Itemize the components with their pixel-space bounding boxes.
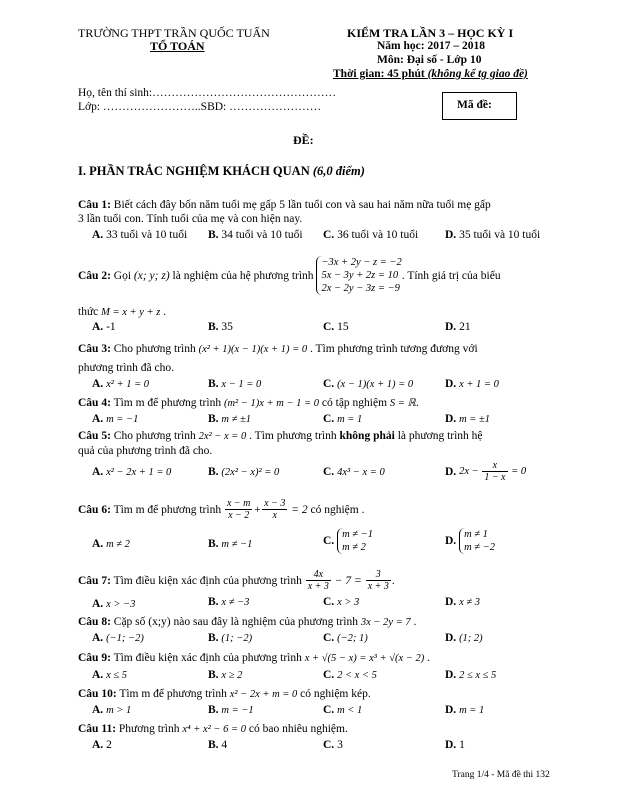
q3-option-d[interactable] — [445, 378, 499, 390]
option-text: 34 tuổi và 10 tuổi — [218, 229, 303, 241]
exam-code-box — [442, 92, 517, 120]
option-letter: B. — [208, 321, 219, 333]
de-title: ĐỀ: — [293, 133, 314, 147]
question-text: Tìm m để phương trình — [110, 503, 224, 516]
option-letter: A. — [92, 229, 104, 241]
q1-option-c[interactable] — [323, 229, 418, 241]
math-expression: 3x − 2y = 7 — [360, 617, 411, 628]
option-text: m = 1 — [459, 705, 485, 716]
math-expression: x⁴ + x² − 6 = 0 — [182, 724, 246, 735]
option-text: x > 3 — [337, 597, 360, 608]
option-letter: D. — [445, 739, 457, 751]
question-text: Biết cách đây bốn năm tuổi mẹ gấp 5 lần tuổi con và sau hai năm nữa tuổi mẹ gấp — [110, 199, 491, 211]
question-text: . Tìm phương trình — [246, 430, 340, 442]
option-text: m = ±1 — [459, 414, 490, 425]
emphasis-text: không phải — [339, 430, 395, 442]
question-3 — [78, 343, 478, 355]
fraction-denominator: x + 3 — [307, 581, 329, 592]
question-3-line2: phương trình đã cho. — [78, 362, 174, 374]
question-text: có bao nhiêu nghiệm. — [245, 723, 348, 735]
option-text: m = −1 — [221, 705, 254, 716]
option-text: x ≤ 5 — [106, 670, 127, 681]
fraction-numerator: 3 — [366, 569, 391, 581]
math-expression: (x² + 1)(x − 1)(x + 1) = 0 — [198, 344, 308, 355]
q3-option-c[interactable] — [323, 378, 413, 390]
option-letter: C. — [323, 229, 335, 241]
math-expression: (m² − 1)x + m − 1 = 0 — [223, 398, 320, 409]
exam-time — [333, 68, 528, 80]
school-name: TRƯỜNG THPT TRẦN QUỐC TUẤN — [78, 26, 270, 40]
math-expression: = 2 — [288, 503, 308, 516]
q1-option-b[interactable] — [208, 229, 303, 241]
math-expression: S = ℝ — [389, 398, 416, 409]
question-6: Câu 6: Tìm m để phương trình $\frac{x - m}{x - 2}$ + $\frac{x - 3}{x}$ = 2 có nghiệm . — [78, 498, 365, 521]
q11-option-a[interactable] — [92, 739, 112, 751]
question-text: Cặp số (x;y) nào sau đây là nghiệm của phương trình — [110, 616, 361, 628]
option-text: 4 — [218, 739, 228, 751]
question-11 — [78, 723, 348, 735]
option-letter: C. — [323, 596, 335, 608]
q4-option-a[interactable] — [92, 413, 138, 425]
math-expression: − 7 = — [331, 574, 365, 587]
q1-option-d[interactable] — [445, 229, 540, 241]
option-letter: A. — [92, 321, 104, 333]
option-letter: A. — [92, 632, 104, 644]
q4-option-b[interactable] — [208, 413, 251, 425]
q11-option-d[interactable] — [445, 739, 465, 751]
option-letter: B. — [208, 378, 219, 390]
option-text: 35 tuổi và 10 tuổi — [456, 229, 541, 241]
option-text: x² + 1 = 0 — [106, 379, 150, 390]
option-text: (−1; −2) — [106, 633, 144, 644]
math-expression: (x; y; z) — [133, 269, 170, 282]
fraction — [262, 498, 287, 521]
option-letter: B. — [208, 704, 219, 716]
fraction — [366, 569, 391, 592]
question-text: Cho phương trình — [110, 343, 199, 355]
condition-row: m ≠ −1 — [342, 529, 373, 540]
equation-row: 2x − 2y − 3z = −9 — [321, 283, 400, 294]
q8-option-c[interactable] — [323, 632, 368, 644]
q6-option-d[interactable] — [445, 528, 495, 554]
q8-option-d[interactable] — [445, 632, 483, 644]
question-1 — [78, 199, 491, 211]
q2-option-c[interactable] — [323, 321, 349, 333]
q10-option-b[interactable] — [208, 704, 254, 716]
question-2-line2: thức M = x + y + z . — [78, 306, 167, 318]
question-7: Câu 7: Tìm điều kiện xác định của phương trình $\frac{4x}{x + 3}$ − 7 = $\frac{3}{x + 3}$ . — [78, 569, 395, 592]
question-text: Tìm điều kiện xác định của phương trình — [110, 652, 305, 664]
question-10 — [78, 688, 371, 700]
option-text: x² − 2x + 1 = 0 — [106, 467, 172, 478]
option-text: x + 1 = 0 — [459, 379, 499, 390]
q2-option-b[interactable] — [208, 321, 233, 333]
option-text: 2 < x < 5 — [337, 670, 377, 681]
q4-option-d[interactable] — [445, 413, 490, 425]
option-text: 35 — [218, 321, 233, 333]
option-letter: C. — [323, 739, 335, 751]
option-text: m < 1 — [337, 705, 363, 716]
option-text: 4x³ − x = 0 — [337, 467, 385, 478]
option-text: x ≠ −3 — [221, 597, 250, 608]
option-letter: D. — [445, 321, 457, 333]
question-1-line2: 3 lần tuổi con. Tính tuổi của mẹ và con hiện nay. — [78, 213, 303, 225]
option-letter: B. — [208, 413, 219, 425]
question-text: Tìm m để phương trình — [110, 397, 224, 409]
option-letter: B. — [208, 466, 219, 478]
option-text: m = −1 — [106, 414, 139, 425]
q11-option-b[interactable] — [208, 739, 227, 751]
subject: Môn: Đại số - Lớp 10 — [377, 54, 482, 66]
option-letter: B. — [208, 669, 219, 681]
fraction-denominator: x — [272, 510, 277, 521]
equation-row: 5x − 3y + 2z = 10 — [321, 270, 399, 281]
exam-title: KIỂM TRA LẦN 3 – HỌC KỲ I — [347, 26, 514, 40]
option-letter: A. — [92, 538, 104, 550]
option-letter: C. — [323, 535, 335, 547]
q7-option-d[interactable] — [445, 596, 480, 608]
fraction-denominator: x − 2 — [228, 510, 250, 521]
q7-option-a[interactable] — [92, 598, 135, 610]
q10-option-d[interactable] — [445, 704, 484, 716]
option-letter: D. — [445, 413, 457, 425]
question-9: Câu 9: Tìm điều kiện xác định của phương trình x + √(5 − x) = x³ + √(x − 2) . — [78, 652, 430, 664]
fraction-denominator: x + 3 — [367, 581, 389, 592]
option-letter: D. — [445, 535, 457, 547]
q2-option-a[interactable] — [92, 321, 116, 333]
fraction — [482, 460, 507, 483]
option-letter: D. — [445, 465, 457, 478]
math-expression: 2x² − x = 0 — [198, 431, 247, 442]
q5-option-b[interactable] — [208, 466, 279, 478]
option-text: m ≠ −1 — [221, 539, 253, 550]
option-letter: C. — [323, 632, 335, 644]
option-letter: A. — [92, 466, 104, 478]
condition-row: m ≠ 1 — [464, 529, 488, 540]
question-text: Gọi — [110, 269, 134, 282]
equation-system — [316, 256, 401, 295]
option-letter: A. — [92, 378, 104, 390]
q9-option-b[interactable] — [208, 669, 242, 681]
option-text: x > −3 — [106, 599, 136, 610]
math-expression: x + √(5 − x) = x³ + √(x − 2) — [304, 653, 425, 664]
option-letter: A. — [92, 739, 104, 751]
question-label: Câu 8: — [78, 616, 111, 628]
option-text: (1; −2) — [221, 633, 253, 644]
question-text: có tập nghiệm — [319, 397, 390, 409]
question-label: Câu 5: — [78, 430, 111, 442]
question-label: Câu 9: — [78, 652, 111, 664]
question-label: Câu 2: — [78, 269, 111, 282]
time-label: Thời gian: 45 phút — [333, 68, 428, 80]
page-footer: Trang 1/4 - Mã đề thi 132 — [452, 770, 550, 780]
option-text: (−2; 1) — [337, 633, 368, 644]
q5-option-c[interactable] — [323, 466, 385, 478]
q8-option-b[interactable] — [208, 632, 252, 644]
condition-row: m ≠ 2 — [342, 542, 366, 553]
option-letter: A. — [92, 413, 104, 425]
q3-option-a[interactable] — [92, 378, 149, 390]
fraction-numerator: x − 3 — [264, 498, 286, 509]
option-text: 15 — [334, 321, 349, 333]
q11-option-c[interactable] — [323, 739, 343, 751]
q7-option-b[interactable] — [208, 596, 249, 608]
q10-option-c[interactable] — [323, 704, 362, 716]
option-letter: C. — [323, 413, 335, 425]
fraction — [225, 498, 252, 521]
option-text: m > 1 — [106, 705, 132, 716]
condition-system — [337, 528, 373, 554]
option-text: 1 — [456, 739, 465, 751]
question-text: Phương trình — [116, 723, 183, 735]
option-text: 36 tuổi và 10 tuổi — [334, 229, 419, 241]
q4-option-c[interactable] — [323, 413, 362, 425]
question-8: Câu 8: Cặp số (x;y) nào sau đây là nghiệm của phương trình 3x − 2y = 7 . — [78, 616, 417, 628]
question-text: thức — [78, 306, 102, 318]
q5-option-d[interactable] — [445, 460, 526, 483]
option-text: x ≥ 2 — [221, 670, 243, 681]
option-letter: B. — [208, 538, 219, 550]
fraction-numerator: x − m — [226, 498, 251, 509]
question-label: Câu 6: — [78, 503, 111, 516]
question-5 — [78, 430, 483, 442]
q9-option-c[interactable] — [323, 669, 377, 681]
option-letter: D. — [445, 378, 457, 390]
question-label: Câu 4: — [78, 397, 111, 409]
option-text: m = 1 — [337, 414, 363, 425]
q3-option-b[interactable] — [208, 378, 261, 390]
option-letter: B. — [208, 229, 219, 241]
q6-option-b[interactable] — [208, 538, 252, 550]
fraction — [306, 569, 331, 592]
option-letter: C. — [323, 669, 335, 681]
option-letter: B. — [208, 632, 219, 644]
option-letter: C. — [323, 321, 335, 333]
question-text: có nghiệm . — [307, 503, 365, 516]
question-text: Tìm m để phương trình — [116, 688, 230, 700]
question-label: Câu 11: — [78, 723, 117, 735]
section-points: (6,0 điểm) — [312, 164, 365, 178]
option-text: (1; 2) — [459, 633, 483, 644]
question-5-line2: quả của phương trình đã cho. — [78, 445, 213, 457]
option-letter: A. — [92, 669, 104, 681]
q6-option-a[interactable] — [92, 538, 130, 550]
math-expression: M = x + y + z — [101, 307, 161, 318]
option-text: 2 — [103, 739, 112, 751]
q8-option-a[interactable] — [92, 632, 144, 644]
question-text: . Tìm phương trình tương đương với — [307, 343, 478, 355]
equation-row: −3x + 2y − z = −2 — [321, 257, 402, 268]
option-text: 2 ≤ x ≤ 5 — [459, 670, 497, 681]
option-letter: D. — [445, 669, 457, 681]
option-text: m ≠ 2 — [106, 539, 130, 550]
option-text: 33 tuổi và 10 tuổi — [103, 229, 188, 241]
question-label: Câu 1: — [78, 199, 111, 211]
school-year: Năm học: 2017 – 2018 — [377, 40, 485, 52]
q9-option-d[interactable] — [445, 669, 496, 681]
fraction-denominator: 1 − x — [484, 472, 506, 483]
option-text: 2x − — [459, 466, 482, 477]
option-text: x − 1 = 0 — [221, 379, 262, 390]
option-letter: A. — [92, 704, 104, 716]
condition-row: m ≠ −2 — [464, 542, 495, 553]
option-letter: A. — [92, 598, 104, 610]
question-text: . Tính giá trị của biểu — [401, 269, 501, 282]
section-title-text: I. PHẦN TRẮC NGHIỆM KHÁCH QUAN — [78, 164, 313, 178]
option-letter: C. — [323, 466, 335, 478]
option-text: x ≠ 3 — [459, 597, 480, 608]
exam-code-label: Mã đề: — [457, 99, 492, 111]
option-text: 3 — [334, 739, 343, 751]
math-expression: x² − 2x + m = 0 — [229, 689, 298, 700]
option-letter: D. — [445, 704, 457, 716]
question-text: là nghiệm của hệ phương trình — [169, 269, 317, 282]
class-sbd-line: Lớp: ……………………..SBD: …………………… — [78, 101, 322, 113]
option-text: m ≠ ±1 — [221, 414, 252, 425]
option-letter: C. — [323, 378, 335, 390]
department: TỔ TOÁN — [150, 39, 205, 53]
question-text: là phương trình hệ — [394, 430, 483, 442]
q1-option-a[interactable] — [92, 229, 187, 241]
q6-option-c[interactable] — [323, 528, 373, 554]
q2-option-d[interactable] — [445, 321, 471, 333]
fraction-numerator: x — [482, 460, 507, 472]
q10-option-a[interactable] — [92, 704, 131, 716]
question-text: có nghiệm kép. — [297, 688, 371, 700]
option-text: -1 — [103, 321, 116, 333]
section-title — [78, 164, 365, 179]
question-2 — [78, 256, 501, 295]
question-text: Cho phương trình — [110, 430, 199, 442]
option-letter: B. — [208, 739, 219, 751]
condition-system — [459, 528, 495, 554]
option-letter: D. — [445, 596, 457, 608]
question-4: Câu 4: Tìm m để phương trình (m² − 1)x + m − 1 = 0 có tập nghiệm S = ℝ. — [78, 397, 419, 409]
question-text: Tìm điều kiện xác định của phương trình — [110, 574, 305, 587]
option-text: (x − 1)(x + 1) = 0 — [337, 379, 414, 390]
student-name-line: Họ, tên thí sinh:………………………………………… — [78, 87, 337, 99]
option-letter: D. — [445, 632, 457, 644]
option-letter: B. — [208, 596, 219, 608]
q9-option-a[interactable] — [92, 669, 127, 681]
question-label: Câu 10: — [78, 688, 117, 700]
time-note: (không kể tg giao đề) — [427, 68, 528, 80]
option-text: 21 — [456, 321, 471, 333]
q7-option-c[interactable] — [323, 596, 359, 608]
q5-option-a[interactable] — [92, 466, 171, 478]
question-label: Câu 3: — [78, 343, 111, 355]
math-expression: = 0 — [508, 466, 527, 477]
option-letter: C. — [323, 704, 335, 716]
option-letter: D. — [445, 229, 457, 241]
fraction-numerator: 4x — [306, 569, 331, 581]
question-label: Câu 7: — [78, 574, 111, 587]
option-text: (2x² − x)² = 0 — [221, 467, 280, 478]
